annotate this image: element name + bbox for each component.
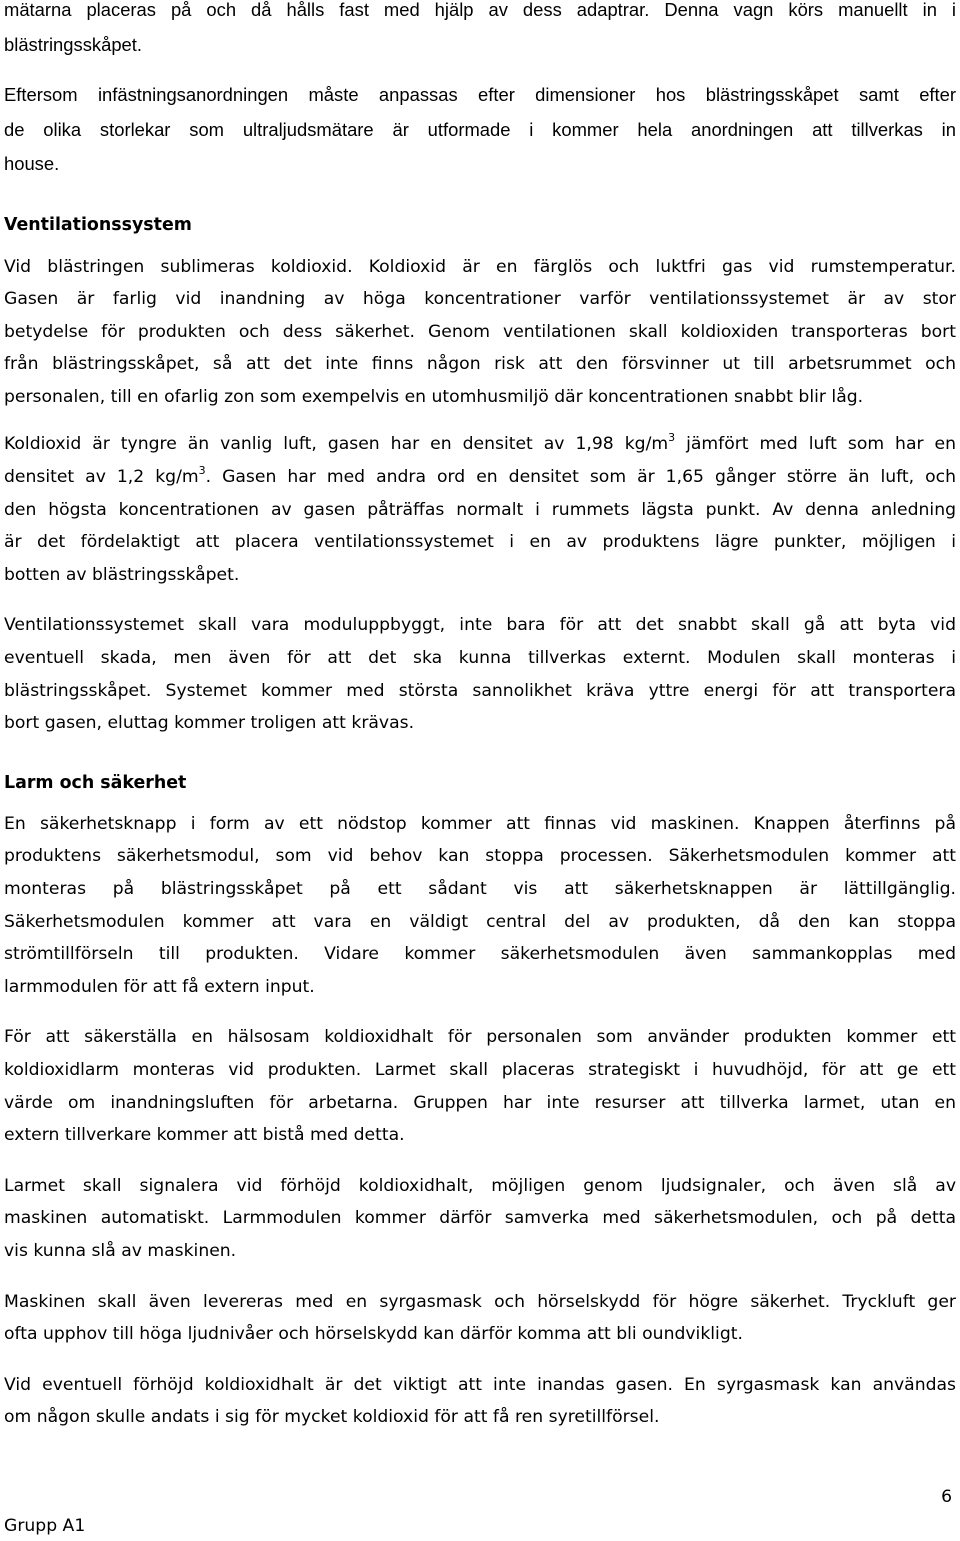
paragraph-line: den högsta koncentrationen av gasen påträffas normalt i rummets lägsta punkt. Av denna anledning [4,499,956,520]
superscript: 3 [198,464,206,478]
paragraph-line: Ventilationssystemet skall vara moduluppbyggt, inte bara för att det snabbt skall gå att byta vid [4,615,956,636]
paragraph-line: Larmet skall signalera vid förhöjd koldioxidhalt, möjligen genom ljudsignaler, och även slå av [4,1175,956,1196]
text-run: densitet av 1,2 kg/m [4,467,199,488]
paragraph-line: För att säkerställa en hälsosam koldioxidhalt för personalen som använder produkten kommer ett [4,1027,956,1048]
paragraph-line: extern tillverkare kommer att bistå med detta. [4,1125,405,1146]
page-number: 6 [941,1487,952,1507]
section-heading-ventilation: Ventilationssystem [4,214,192,235]
paragraph-line [4,461,956,494]
paragraph-line: bort gasen, eluttag kommer troligen att krävas. [4,713,415,734]
paragraph-line: Maskinen skall även levereras med en syrgasmask och hörselskydd för högre säkerhet. Tryckluft ger [4,1291,956,1312]
paragraph-line: maskinen automatiskt. Larmmodulen kommer därför samverka med säkerhetsmodulen, och på detta [4,1208,956,1229]
paragraph-line: om någon skulle andats i sig för mycket koldioxid för att få ren syretillförsel. [4,1407,660,1428]
paragraph-oxygen-mask [4,1369,956,1434]
paragraph-line: betydelse för produkten och dess säkerhet. Genom ventilationen skall koldioxiden transporteras bort [4,321,956,342]
paragraph-line: blästringsskåpet. Systemet kommer med största sannolikhet kräva yttre energi för att transportera [4,680,956,701]
paragraph-line [4,428,956,461]
paragraph-line: koldioxidlarm monteras vid produkten. Larmet skall placeras strategiskt i huvudhöjd, för att ge ett [4,1059,956,1080]
section-heading-alarm: Larm och säkerhet [4,772,187,793]
text-run: Koldioxid är tyngre än vanlig luft, gasen har en densitet av 1,98 kg/m [4,434,669,455]
paragraph-line: strömtillförseln till produkten. Vidare kommer säkerhetsmodulen även sammankopplas med [4,944,956,965]
paragraph-line: produktens säkerhetsmodul, som vid behov kan stoppa processen. Säkerhetsmodulen kommer att [4,846,956,867]
paragraph-modular [4,609,956,739]
paragraph-line: monteras på blästringsskåpet på ett sådant vis att säkerhetsknappen är lättillgänglig. [4,879,956,899]
document-body [4,0,956,1434]
paragraph-protective-gear [4,1286,956,1351]
text-run: jämfört med luft som har en [675,434,957,455]
paragraph-mounting [4,78,956,182]
footer-group-label: Grupp A1 [4,1516,86,1536]
paragraph-line: Säkerhetsmodulen kommer att vara en väldigt central del av produkten, då den kan stoppa [4,911,956,932]
paragraph-line: house. [4,153,60,174]
paragraph-line: Eftersom infästningsanordningen måste anpassas efter dimensioner hos blästringsskåpet samt efter [4,84,956,105]
paragraph-intro [4,0,956,62]
paragraph-line: de olika storlekar som ultraljudsmätare är utformade i kommer hela anordningen att tillverkas in [4,118,956,140]
paragraph-line: ofta upphov till höga ljudnivåer och hörselskydd kan därför komma att bli oundvikligt. [4,1324,743,1345]
paragraph-line: mätarna placeras på och då hålls fast med hjälp av dess adaptrar. Denna vagn körs manuellt in i [4,0,956,20]
paragraph-alarm-signal [4,1170,956,1268]
paragraph-line: är det fördelaktigt att placera ventilationssystemet i en av produktens lägre punkter, möjligen i [4,532,956,553]
paragraph-line: värde om inandningsluften för arbetarna. Gruppen har inte resurser att tillverka larmet, utan en [4,1092,956,1113]
paragraph-line: från blästringsskåpet, så att det inte finns någon risk att den försvinner ut till arbetsrummet och [4,354,956,375]
paragraph-line: larmmodulen för att få extern input. [4,976,315,997]
paragraph-line: vis kunna slå av maskinen. [4,1240,237,1261]
paragraph-line: eventuell skada, men även för att det ska kunna tillverkas externt. Modulen skall monteras i [4,648,956,669]
paragraph-density [4,428,956,591]
paragraph-line: blästringsskåpet. [4,33,143,55]
paragraph-line: personalen, till en ofarlig zon som exempelvis en utomhusmiljö där koncentrationen snabbt blir låg. [4,386,864,407]
paragraph-safety-button [4,808,956,1004]
paragraph-line: Gasen är farlig vid inandning av höga koncentrationer varför ventilationssystemet är av stor [4,289,956,310]
paragraph-co2-alarm [4,1021,956,1151]
text-run: . Gasen har med andra ord en densitet som är 1,65 gånger större än luft, och [205,467,956,488]
superscript: 3 [668,431,676,445]
paragraph-line: Vid blästringen sublimeras koldioxid. Koldioxid är en färglös och luktfri gas vid rumstemperatur. [4,256,956,277]
paragraph-line: En säkerhetsknapp i form av ett nödstop kommer att finnas vid maskinen. Knappen återfinns på [4,813,956,834]
paragraph-ventilation-intro [4,251,956,414]
paragraph-line: Vid eventuell förhöjd koldioxidhalt är det viktigt att inte inandas gasen. En syrgasmask kan användas [4,1374,956,1395]
paragraph-line: botten av blästringsskåpet. [4,564,240,585]
